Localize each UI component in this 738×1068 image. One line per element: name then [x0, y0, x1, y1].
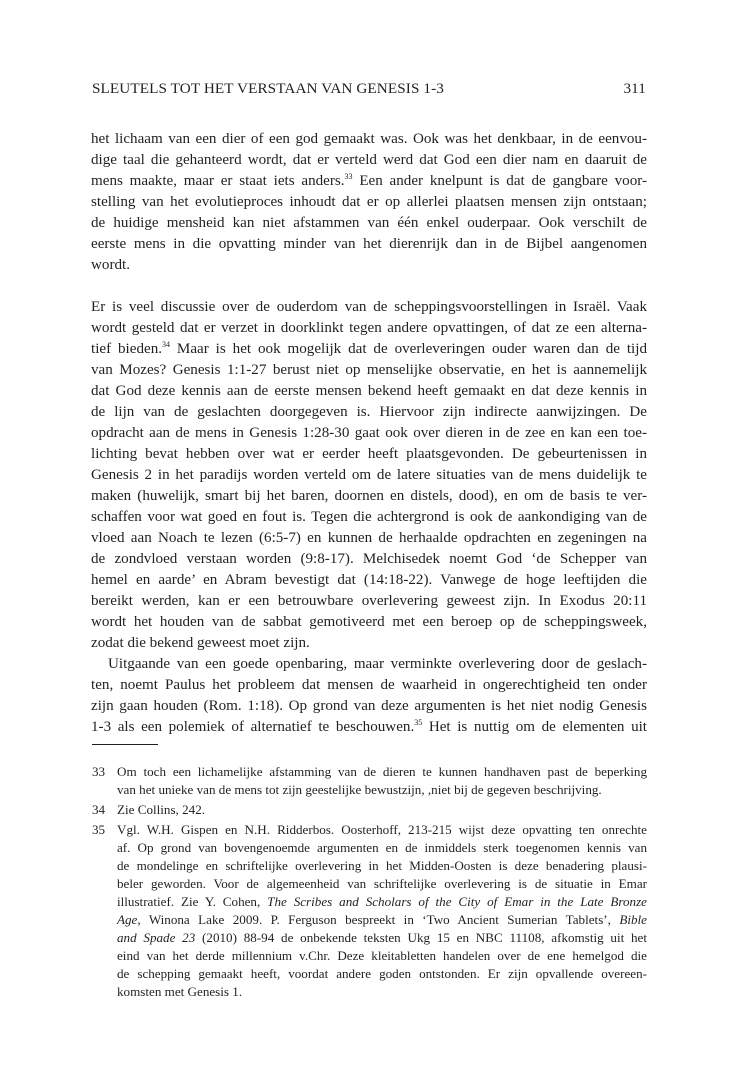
text-line: Uitgaande van een goede openbaring, maar verminkte overlevering door de geslach- — [108, 656, 647, 672]
text-segment: tief bieden. — [91, 341, 163, 357]
footnote-number: 35 — [92, 822, 106, 837]
footnote-ref-34[interactable]: 34 — [162, 340, 171, 349]
footnote-line: Om toch een lichamelijke afstamming van de dieren te kunnen handhaven past de beperking — [117, 764, 647, 779]
footnote-number: 33 — [92, 764, 106, 779]
footnote-line: Vgl. W.H. Gispen en N.H. Ridderbos. Oosterhoff, 213-215 wijst deze opvatting ten onrechte — [117, 822, 647, 837]
footnote-line: de schepping gemaakt heeft, voordat andere goden ontstonden. Er zijn opvallende overeen- — [117, 966, 647, 981]
footnote-line — [117, 929, 647, 947]
text-line: wordt gesteld dat er verzet in doorklinkt tegen andere opvattingen, of dat ze een alterna- — [91, 320, 647, 336]
text-line: zijn gaan houden (Rom. 1:18). Op grond van deze argumenten is het niet nodig Genesis — [91, 698, 647, 714]
text-line: Er is veel discussie over de ouderdom van de scheppingsvoorstellingen in Israël. Vaak — [91, 299, 647, 315]
footnote-line: beler geworden. Voor de algemeenheid van schriftelijke overlevering is de situatie in Emar — [117, 876, 647, 891]
text-line: de huidige mensheid kan niet afstammen van één enkel ouderpaar. Ook verschilt de — [91, 215, 647, 231]
text-line: vloed aan Noach te lezen (6:5-7) en kunnen de herhaalde opdrachten en zegeningen na — [91, 530, 647, 546]
text-segment: Maar is het ook mogelijk dat de overleveringen ouder waren dan de tijd — [170, 341, 647, 357]
text-line: bereikt werden, kan er een betrouwbare overlevering geweest zijn. In Exodus 20:11 — [91, 593, 647, 609]
footnote-line: Zie Collins, 242. — [117, 802, 206, 817]
book-title: Age — [117, 912, 138, 927]
text-segment: Het is nuttig om de elementen uit — [422, 719, 648, 735]
text-line: stelling van het evolutieproces inhoudt dat er op allerlei plaatsen mensen zijn ontstaan; — [91, 194, 647, 210]
journal-title: and Spade 23 — [117, 930, 196, 945]
footnote-ref-33[interactable]: 33 — [344, 172, 353, 181]
text-line: van Mozes? Genesis 1:1-27 berust niet op menselijke observatie, en het is aannemelijk — [91, 362, 647, 378]
footnote-ref-35[interactable]: 35 — [414, 718, 423, 727]
footnote-line: van het unieke van de mens tot zijn geestelijke bewustzijn, ,niet bij de gegeven beschrijving. — [117, 782, 602, 797]
text-line: dige taal die gehanteerd wordt, dat er verteld werd dat God een dier nam en daaruit de — [91, 152, 647, 168]
text-line: ten, noemt Paulus het probleem dat mensen de waarheid in ongerechtigheid ten onder — [91, 677, 647, 693]
footnote-separator — [92, 744, 158, 745]
footnote-line: af. Op grond van bovengenoemde argumenten en de inmiddels sterk toegenomen kennis van — [117, 840, 647, 855]
footnote-number: 34 — [92, 802, 106, 817]
text-line: het lichaam van een dier of een god gemaakt was. Ook was het denkbaar, in de eenvou- — [91, 131, 647, 147]
text-segment: illustratief. Zie Y. Cohen, — [117, 894, 268, 909]
text-segment: (2010) 88-94 de onbekende teksten Ukg 15 en NBC 11108, afkomstig uit het — [195, 930, 648, 945]
running-header — [92, 80, 646, 100]
journal-title: Bible — [619, 912, 647, 927]
book-title: The Scribes and Scholars of the City of Emar in the Late Bronze — [267, 894, 647, 909]
text-line: hemel en aarde’ en Abram bevestigt dat (14:18-22). Vanwege de hoge leeftijden die — [91, 572, 647, 588]
text-line: de zondvloed verstaan worden (9:8-17). Melchisedek noemt God ‘de Schepper van — [91, 551, 647, 567]
text-segment: 1-3 als een polemiek of alternatief te beschouwen. — [91, 719, 415, 735]
text-line: lichting bevat hebben over wat er eerder heeft plaatsgevonden. De gebeurtenissen in — [91, 446, 647, 462]
text-segment: , Winona Lake 2009. P. Ferguson bespreekt in ‘Two Ancient Sumerian Tablets’, — [137, 912, 620, 927]
text-line: opdracht aan de mens in Genesis 1:28-30 gaat ook over dieren in de zee en kan een toe- — [91, 425, 647, 441]
footnote-line: de mondelinge en schriftelijke overlevering in het Midden-Oosten is deze benadering plausi- — [117, 858, 647, 873]
text-line: wordt. — [91, 257, 130, 273]
footnote-line — [117, 893, 647, 911]
text-line — [91, 717, 647, 738]
text-line: zodat die bekend geweest moet zijn. — [91, 635, 310, 651]
page-number: 311 — [623, 80, 646, 97]
footnote-line: komsten met Genesis 1. — [117, 984, 243, 999]
running-title: SLEUTELS TOT HET VERSTAAN VAN GENESIS 1-3 — [92, 80, 444, 97]
text-line: maken (huwelijk, smart bij het baren, doornen en distels, dood), en om de basis te ver- — [91, 488, 647, 504]
text-segment: Een ander knelpunt is dat de gangbare voor- — [352, 173, 648, 189]
footnote-line — [117, 911, 647, 929]
text-line: eerste mens in die opvatting minder van het dierenrijk dan in de Bijbel aangenomen — [91, 236, 647, 252]
text-line — [91, 171, 647, 192]
text-line: Genesis 2 in het paradijs worden verteld om de latere situaties van de mens duidelijk te — [91, 467, 647, 483]
text-line: schaffen voor wat goed en fout is. Tegen die achtergrond is ook de aankondiging van de — [91, 509, 647, 525]
text-line: dat God deze kennis aan de eerste mensen bekend heeft gemaakt en dat deze kennis in — [91, 383, 647, 399]
text-segment: mens maakte, maar er staat iets anders. — [91, 173, 345, 189]
text-line — [91, 339, 647, 360]
text-line: de lijn van de geslachten doorgegeven is. Hiervoor zijn indirecte aanwijzingen. De — [91, 404, 647, 420]
text-line: wordt het houden van de sabbat gemotiveerd met een beroep op de scheppingsweek, — [91, 614, 647, 630]
footnote-line: eind van het derde millennium v.Chr. Deze kleitabletten handelen over de ene hemelgod die — [117, 948, 647, 963]
